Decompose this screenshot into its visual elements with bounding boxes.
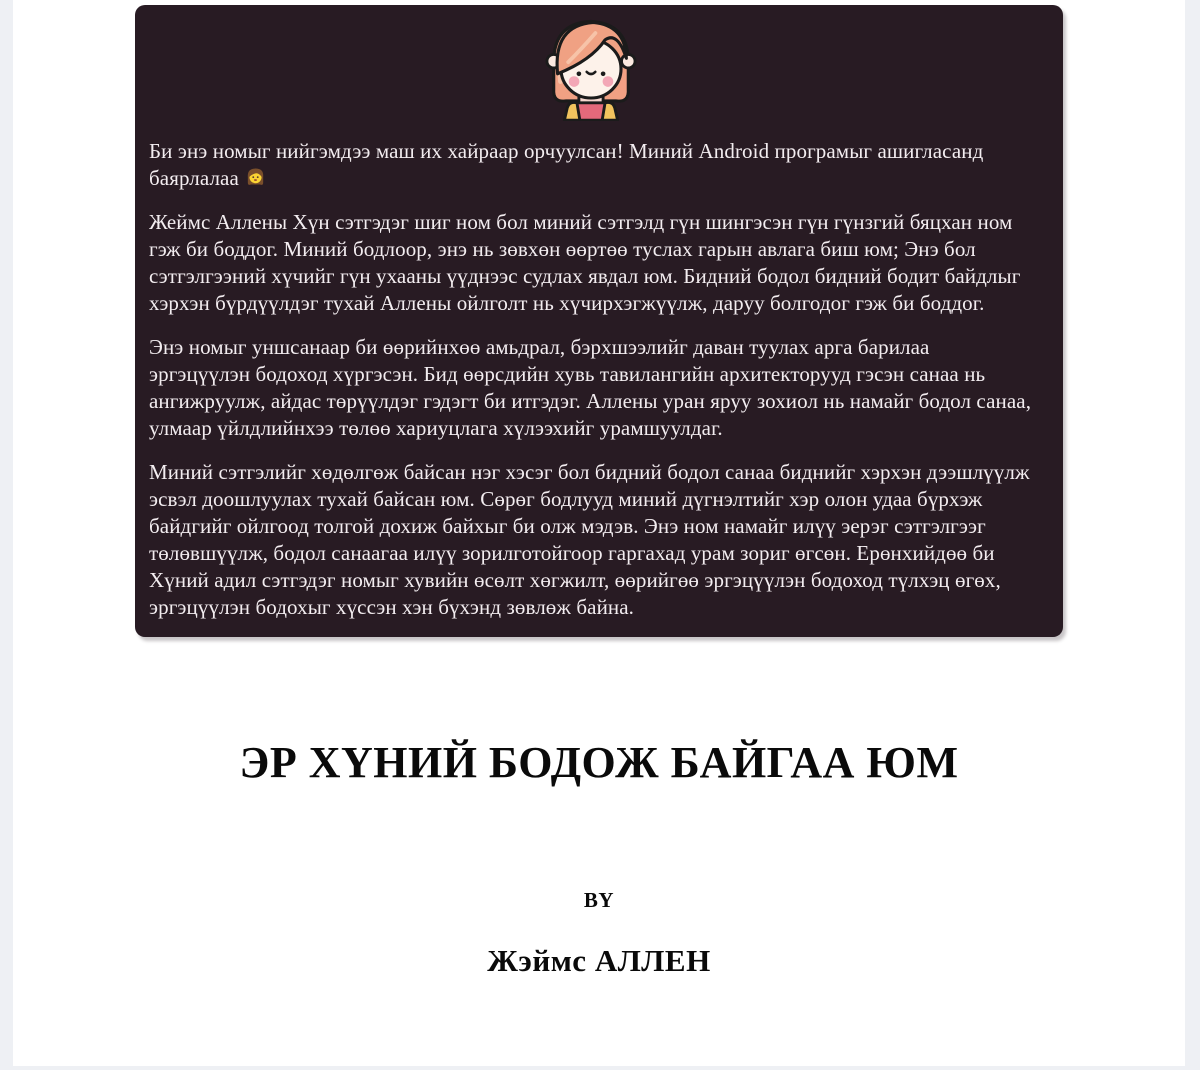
woman-emoji xyxy=(244,166,267,189)
girl-avatar xyxy=(545,13,637,121)
review-paragraph: Миний сэтгэлийг хөдөлгөж байсан нэг хэсэг бол бидний бодол санаа биднийг хэрхэн дээшлүүлж эсвэл доошлуулах тухай байсан юм. Сөрөг бодлууд миний дүгнэлтийг хэр олон удаа бүрхэж байдгийг ойлгоод толгой дохиж байхыг би олж мэдэв. Энэ ном намайг илүү эерэг сэтгэлгээг төлөвшүүлж, бодол санаагаа илүү зорилготойгоор гаргахад урам зориг өгсөн. Ерөнхийдөө би Хүний адил сэтгэдэг номыг хувийн өсөлт хөгжилт, өөрийгөө эргэцүүлэн бодоход түлхэц өгөх, эргэцүүлэн бодохыг хүссэн хэн бүхэнд зөвлөж байна. xyxy=(149,460,1030,619)
review-card xyxy=(135,5,1063,637)
by-label: BY xyxy=(583,888,615,912)
review-paragraph: Энэ номыг уншсанаар би өөрийнхөө амьдрал, бэрхшээлийг даван туулах арга барилаа эргэцүүлэн бодоход хүргэсэн. Бид өөрсдийн хувь тавилангийн архитекторууд гэсэн санаа нь ангижруулж, айдас төрүүлдэг гэдэгт би итгэдэг. Аллены уран яруу зохиол нь намайг бодол санаа, улмаар үйлдлийнхээ төлөө хариуцлага хүлээхийг урамшуулдаг. xyxy=(149,335,1032,440)
review-paragraph-text: Би энэ номыг нийгэмдээ маш их хайраар орчуулсан! Миний Android програмыг ашигласанд баярлалаа xyxy=(149,139,984,190)
review-paragraph: Жеймс Аллены Хүн сэтгэдэг шиг ном бол миний сэтгэлд гүн шингэсэн гүн гүнзгий бяцхан ном гэж би боддог. Миний бодлоор, энэ нь зөвхөн өөртөө туслах гарын авлага биш юм; Энэ бол сэтгэлгээний хүчийг гүн ухааны үүднээс судлах явдал юм. Бидний бодол бидний бодит байдлыг хэрхэн бүрдүүлдэг тухай Аллены ойлголт нь хүчирхэгжүүлж, даруу болгодог гэж би боддог. xyxy=(149,210,1021,315)
reader-page xyxy=(13,0,1185,1066)
book-title: ЭР ХҮНИЙ БОДОЖ БАЙГАА ЮМ xyxy=(239,738,959,787)
author-name: Жэймс АЛЛЕН xyxy=(487,943,711,978)
review-paragraph xyxy=(149,138,1033,192)
